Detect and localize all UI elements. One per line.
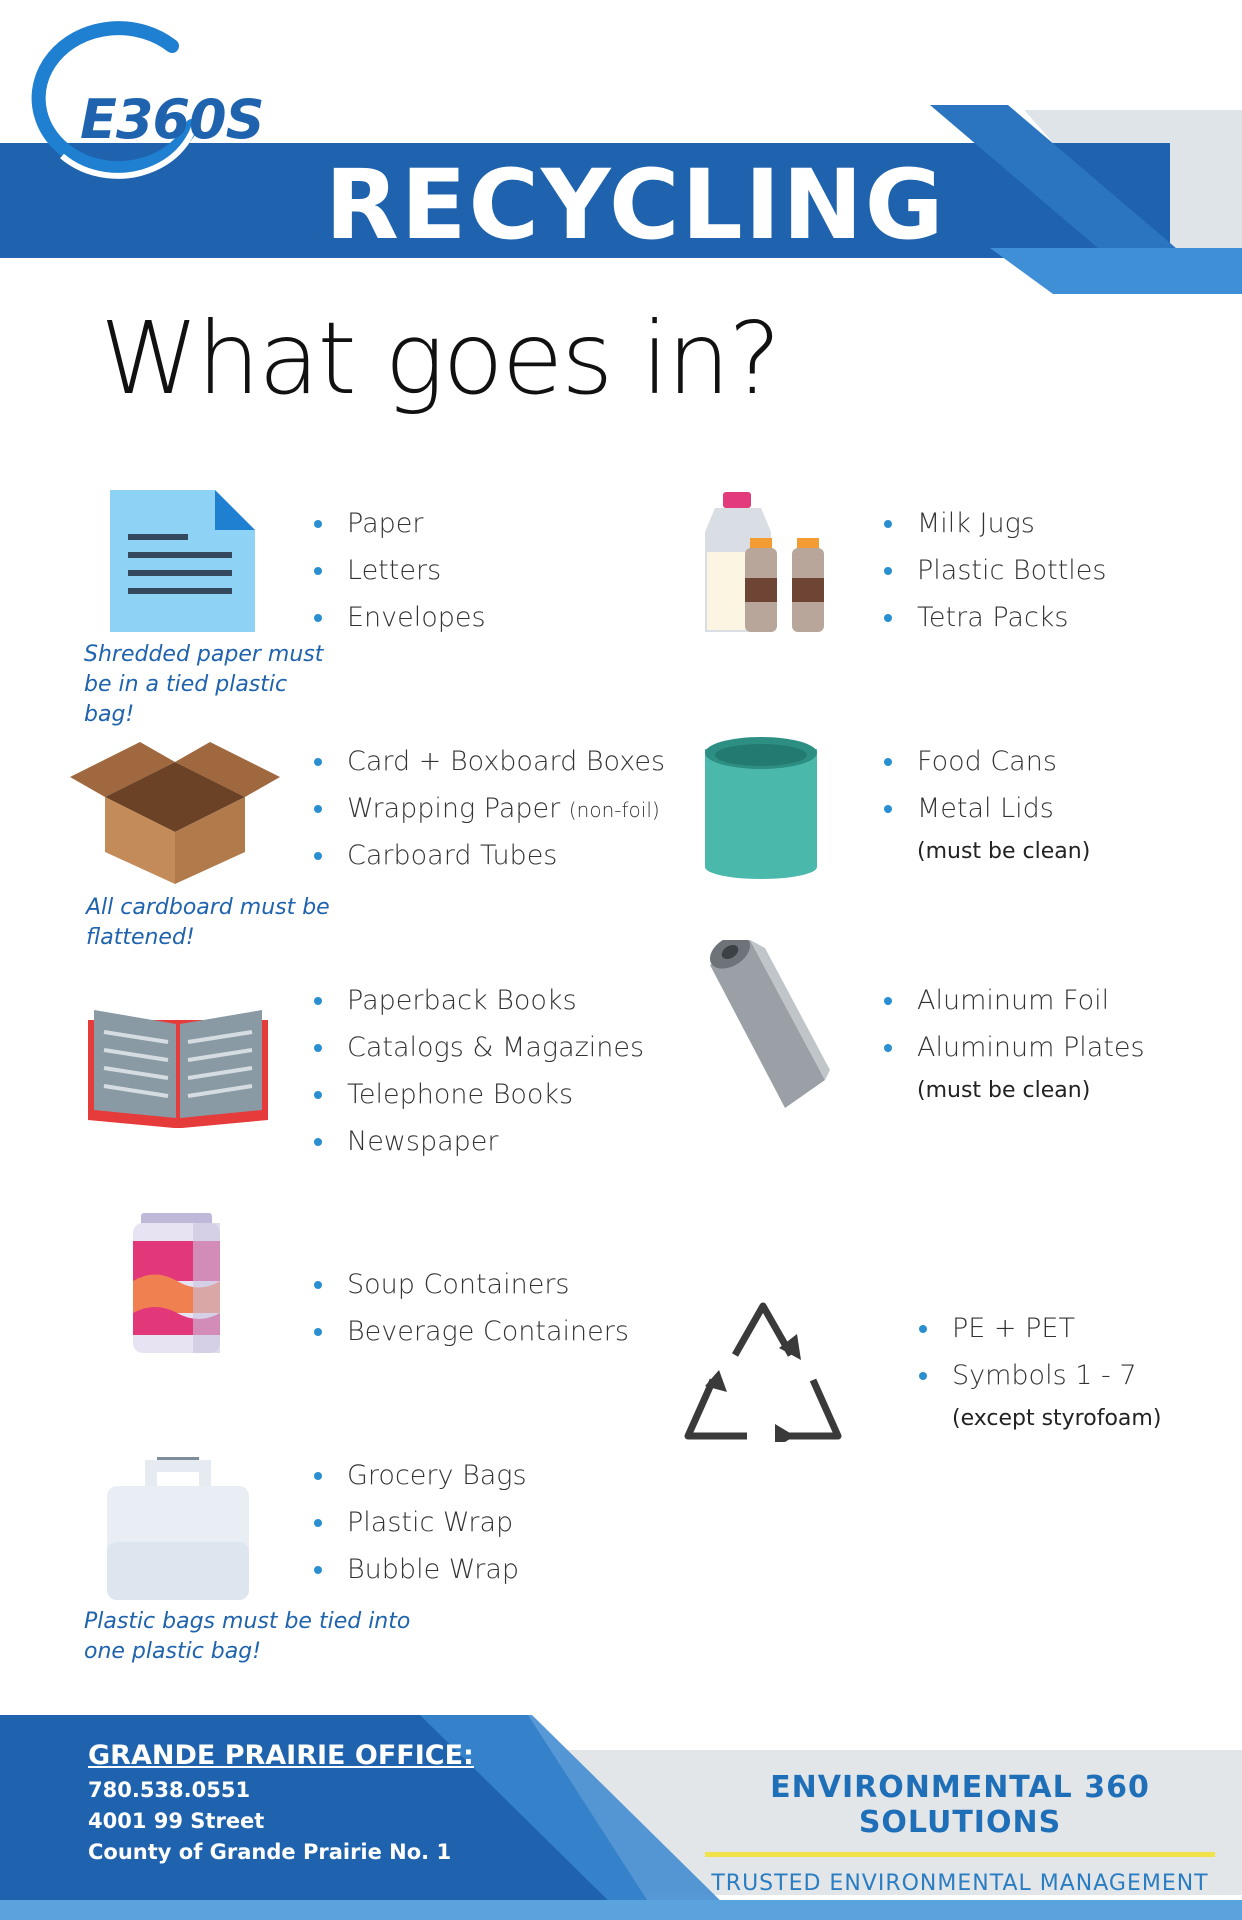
bottles-icon — [705, 492, 830, 632]
brand-divider — [705, 1852, 1215, 1857]
note-plastics: (except styrofoam) — [952, 1406, 1162, 1431]
list-item: Milk Jugs — [880, 500, 1106, 547]
recycle-symbol-icon — [683, 1300, 843, 1442]
list-paper — [310, 500, 486, 641]
office-street: 4001 99 Street — [88, 1809, 265, 1833]
plastic-bag-icon — [107, 1452, 249, 1600]
list-item: Plastic Wrap — [310, 1499, 527, 1546]
logo-text: E360S — [80, 88, 264, 151]
cardboard-box-icon — [70, 742, 280, 884]
e360s-logo — [22, 16, 282, 186]
list-item: Newspaper — [310, 1118, 644, 1165]
list-item: Letters — [310, 547, 486, 594]
list-item: Aluminum Plates — [880, 1024, 1145, 1071]
list-item — [310, 785, 665, 832]
list-item: Aluminum Foil — [880, 977, 1145, 1024]
section-heading: What goes in? — [100, 300, 780, 417]
footer-bottom-stripe — [0, 1900, 1242, 1920]
page-title: RECYCLING — [325, 149, 946, 261]
note-cardboard: All cardboard must be flattened! — [86, 895, 330, 950]
note-plastic-bags: Plastic bags must be tied into one plastic bag! — [84, 1609, 411, 1664]
paper-document-icon — [110, 490, 255, 632]
carton-icon — [133, 1213, 220, 1353]
office-phone: 780.538.0551 — [88, 1778, 251, 1802]
note-foil: (must be clean) — [917, 1078, 1091, 1103]
list-item: Telephone Books — [310, 1071, 644, 1118]
office-county: County of Grande Prairie No. 1 — [88, 1840, 452, 1864]
list-item: Beverage Containers — [310, 1308, 629, 1355]
list-item: Symbols 1 - 7 — [915, 1352, 1161, 1399]
list-foil — [880, 977, 1145, 1111]
list-item: Carboard Tubes — [310, 832, 665, 879]
foil-roll-icon — [690, 940, 830, 1115]
food-can-icon — [705, 737, 817, 879]
note-shredded-paper: Shredded paper must be in a tied plastic bag! — [84, 642, 324, 727]
note-cans: (must be clean) — [917, 839, 1091, 864]
header — [0, 0, 1242, 300]
company-brand — [705, 1770, 1215, 1896]
list-item: Food Cans — [880, 738, 1090, 785]
list-containers — [310, 1261, 629, 1355]
list-item: Tetra Packs — [880, 594, 1106, 641]
list-books — [310, 977, 644, 1165]
header-accent-stripe-lower — [990, 248, 1242, 294]
company-tagline: TRUSTED ENVIRONMENTAL MANAGEMENT — [711, 1871, 1209, 1896]
list-item: Envelopes — [310, 594, 486, 641]
list-plastics — [915, 1305, 1161, 1439]
list-item: Paperback Books — [310, 977, 644, 1024]
footer — [0, 1715, 1242, 1920]
list-item: Grocery Bags — [310, 1452, 527, 1499]
list-cans — [880, 738, 1090, 872]
list-item: Metal Lids — [880, 785, 1090, 832]
list-bottles — [880, 500, 1106, 641]
list-item: Plastic Bottles — [880, 547, 1106, 594]
office-title: GRANDE PRAIRIE OFFICE: — [88, 1740, 474, 1771]
list-item: PE + PET — [915, 1305, 1161, 1352]
list-item: Bubble Wrap — [310, 1546, 527, 1593]
list-item: Paper — [310, 500, 486, 547]
list-item-qualifier: (non-foil) — [568, 798, 660, 822]
list-cardboard — [310, 738, 665, 879]
list-bags — [310, 1452, 527, 1593]
list-item: Card + Boxboard Boxes — [310, 738, 665, 785]
list-item-label: Wrapping Paper — [347, 793, 561, 824]
office-info — [88, 1737, 474, 1868]
list-item: Soup Containers — [310, 1261, 629, 1308]
list-item: Catalogs & Magazines — [310, 1024, 644, 1071]
open-book-icon — [88, 1010, 268, 1128]
company-name: ENVIRONMENTAL 360 SOLUTIONS — [770, 1770, 1150, 1840]
